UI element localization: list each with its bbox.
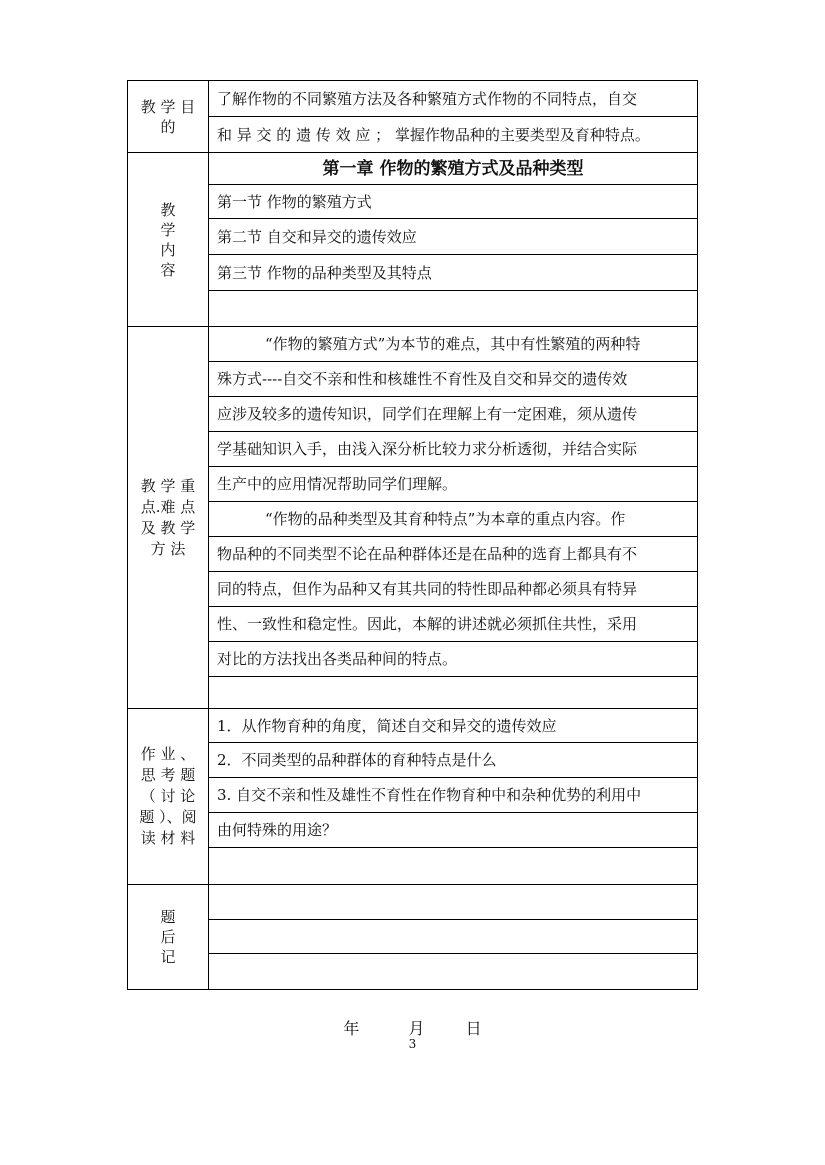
postscript-section xyxy=(127,885,698,990)
postscript-label-cell xyxy=(128,885,209,989)
objective-line-2: 和 异 交 的 遗 传 效 应 ； 掌握作物品种的主要类型及育种特点。 xyxy=(217,125,650,144)
section-2: 第二节 自交和异交的遗传效应 xyxy=(209,219,697,255)
methods-line-9: 性、一致性和稳定性。因此，本解的讲述就必须抓住共性，采用 xyxy=(209,607,697,642)
postscript-row-3 xyxy=(209,954,697,989)
section-3: 第三节 作物的品种类型及其特点 xyxy=(209,255,697,291)
content-label-cell xyxy=(128,153,209,326)
homework-empty-row xyxy=(209,848,697,884)
homework-line-4: 由何特殊的用途？ xyxy=(209,813,697,848)
methods-line-4: 学基础知识入手，由浅入深分析比较力求分析透彻，并结合实际 xyxy=(209,432,697,467)
methods-line-2: 殊方式----自交不亲和性和核雄性不育性及自交和异交的遗传效 xyxy=(209,362,697,397)
content-section xyxy=(127,153,698,327)
lesson-plan-table xyxy=(127,80,698,990)
homework-line-3: 3. 自交不亲和性及雄性不育性在作物育种中和杂种优势的利用中 xyxy=(209,778,697,813)
methods-line-1: “作物的繁殖方式”为本节的难点，其中有性繁殖的两种特 xyxy=(209,327,697,362)
methods-line-5: 生产中的应用情况帮助同学们理解。 xyxy=(209,467,697,502)
homework-section xyxy=(127,709,698,885)
methods-line-6: “作物的品种类型及其育种特点”为本章的重点内容。作 xyxy=(209,502,697,537)
year-label: 年 xyxy=(343,1019,360,1038)
postscript-row-2 xyxy=(209,920,697,954)
content-empty-row xyxy=(209,291,697,326)
methods-section xyxy=(127,327,698,709)
section-1: 第一节 作物的繁殖方式 xyxy=(209,185,697,219)
objective-line-1: 了解作物的不同繁殖方法及各种繁殖方式作物的不同特点，自交 xyxy=(209,81,697,117)
methods-line-10: 对比的方法找出各类品种间的特点。 xyxy=(209,642,697,677)
day-label: 日 xyxy=(465,1019,482,1038)
methods-empty-row xyxy=(209,677,697,708)
objective-section xyxy=(127,80,698,153)
methods-line-8: 同的特点，但作为品种又有其共同的特性即品种都必须具有特异 xyxy=(209,572,697,607)
methods-line-7: 物品种的不同类型不论在品种群体还是在品种的选育上都具有不 xyxy=(209,537,697,572)
objective-label-cell xyxy=(128,81,209,152)
homework-label: 作 业 、 思 考 题 （ 讨 论 题 ）、阅 读 材 料 xyxy=(139,745,197,847)
content-label: 教 学 内 容 xyxy=(160,200,176,279)
date-line xyxy=(0,1016,825,1039)
postscript-row-1 xyxy=(209,885,697,920)
chapter-title: 第一章 作物的繁殖方式及品种类型 xyxy=(209,153,697,185)
homework-label-cell xyxy=(128,709,209,884)
month-label: 月 xyxy=(408,1019,425,1038)
postscript-label: 题 后 记 xyxy=(160,908,176,966)
page-number: 3 xyxy=(408,1037,417,1051)
methods-line-3: 应涉及较多的遗传知识，同学们在理解上有一定困难，须从遗传 xyxy=(209,397,697,432)
methods-label-cell xyxy=(128,327,209,708)
methods-label: 教 学 重 点.难 点 及 教 学 方 法 xyxy=(140,476,196,558)
homework-line-2: 2．不同类型的品种群体的育种特点是什么 xyxy=(209,743,697,778)
homework-line-1: 1．从作物育种的角度，简述自交和异交的遗传效应 xyxy=(209,709,697,743)
objective-label: 教 学 目 的 xyxy=(140,97,196,136)
